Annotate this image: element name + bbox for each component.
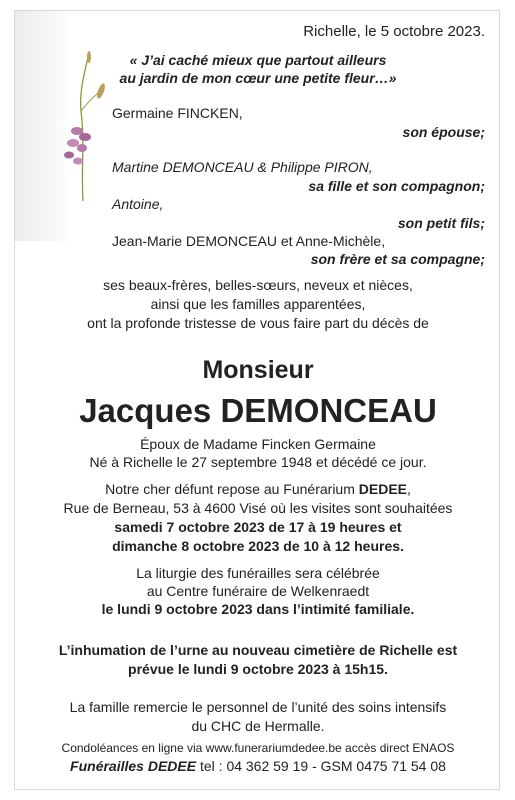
- liturgy-line-3: le lundi 9 octobre 2023 dans l’intimité familiale.: [101, 601, 415, 617]
- thanks-line-2: du CHC de Hermalle.: [191, 718, 325, 734]
- funerarium-name: DEDEE: [358, 481, 408, 497]
- visit-line-3: samedi 7 octobre 2023 de 17 à 19 heures et: [114, 519, 402, 535]
- detail-spouse: Époux de Madame Fincken Germaine: [140, 436, 376, 452]
- liturgy-line-2: au Centre funéraire de Welkenraedt: [146, 583, 370, 599]
- condolences-line: Condoléances en ligne via www.funerariumdedee.be accès direct ENAOS: [61, 741, 455, 755]
- deceased-name: Jacques DEMONCEAU: [79, 392, 437, 429]
- thanks-line-1: La famille remercie le personnel de l’unité des soins intensifs: [69, 699, 447, 715]
- family-name-daughter: Martine DEMONCEAU & Philippe PIRON,: [112, 159, 373, 175]
- family-name-spouse: Germaine FINCKEN,: [112, 105, 243, 121]
- announcement-line-1: ses beaux-frères, belles-sœurs, neveux et nièces,: [103, 277, 413, 293]
- detail-birth-death: Né à Richelle le 27 septembre 1948 et décédé ce jour.: [89, 454, 427, 470]
- visit-line-1: [15, 481, 500, 498]
- quote-line-1: « J’ai caché mieux que partout ailleurs: [129, 52, 387, 68]
- place-date: Richelle, le 5 octobre 2023.: [303, 23, 485, 40]
- visit-line-4: dimanche 8 octobre 2023 de 10 à 12 heures.: [112, 538, 404, 554]
- company-name: Funérailles DEDEE: [70, 758, 197, 774]
- family-name-grandson: Antoine,: [112, 196, 164, 212]
- footer-contact: [15, 758, 500, 775]
- burial-line-2: prévue le lundi 9 octobre 2023 à 15h15.: [128, 661, 388, 677]
- announcement-line-3: ont la profonde tristesse de vous faire part du décès de: [87, 315, 429, 331]
- contact-numbers: tel : 04 362 59 19 - GSM 0475 71 54 08: [196, 758, 446, 774]
- quote-line-2: au jardin de mon cœur une petite fleur…»: [119, 70, 397, 86]
- liturgy-line-1: La liturgie des funérailles sera célébrée: [136, 565, 380, 581]
- family-relation-brother: son frère et sa compagne;: [310, 251, 485, 267]
- visit-line-2: Rue de Berneau, 53 à 4600 Visé où les visites sont souhaitées: [63, 500, 453, 516]
- family-relation-spouse: son épouse;: [402, 124, 485, 140]
- obituary-card: [14, 10, 500, 790]
- visit-line-1-prefix: Notre cher défunt repose au Funérarium: [105, 481, 359, 497]
- announcement-line-2: ainsi que les familles apparentées,: [150, 296, 366, 312]
- burial-line-1: L’inhumation de l’urne au nouveau cimetière de Richelle est: [58, 642, 458, 658]
- honorific: Monsieur: [202, 356, 314, 384]
- family-relation-daughter: sa fille et son compagnon;: [308, 178, 485, 194]
- family-name-brother: Jean-Marie DEMONCEAU et Anne-Michèle,: [112, 233, 386, 249]
- family-relation-grandson: son petit fils;: [397, 215, 485, 231]
- visit-line-1-suffix: ,: [407, 481, 411, 497]
